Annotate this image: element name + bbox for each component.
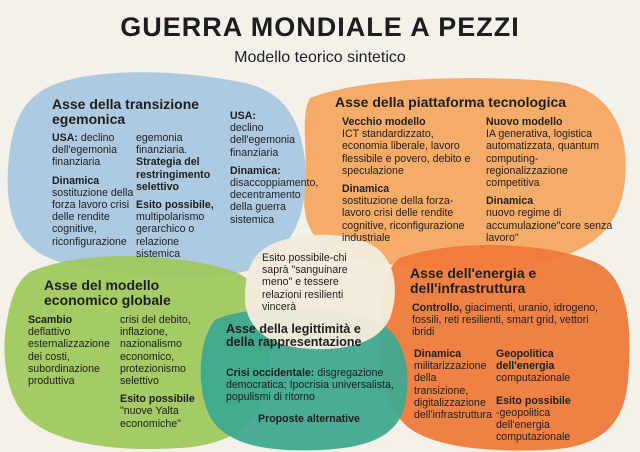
page-title: GUERRA MONDIALE A PEZZI (120, 12, 520, 42)
blue-col1 (52, 132, 134, 248)
orange-new-label: Nuovo modello (486, 116, 563, 128)
teal-crisi-label: Crisi occidentale: (226, 367, 315, 379)
blue-col3 (230, 110, 319, 226)
orange-old-dyn-label: Dinamica (342, 183, 390, 196)
green-esito-text: "nuove Yalta economiche" (120, 405, 181, 430)
orange-heading: Asse della piattaforma tecnologica (335, 94, 567, 110)
red-dynamics (414, 348, 490, 421)
blue-col3-usa-text: declino dell'egemonia finanziaria (230, 122, 296, 159)
blue-dyn-label: Dinamica (52, 174, 100, 187)
orange-old-dyn-text: sostituzione della forza-lavoro crisi delle rendite cognitive, riconfigurazione industriale (342, 195, 465, 244)
red-heading: Asse dell'energia e dell'infrastruttura (410, 265, 537, 296)
teal-crisi-text: disgregazione democratica; Ipocrisia universalista, populismi di ritorno (226, 367, 394, 404)
orange-old-label: Vecchio modello (342, 116, 426, 128)
red-ctrl-text: giacimenti, uranio, idrogeno, fossili, reti resilienti, smart grid, vettori ibridi (412, 302, 599, 339)
blue-heading: Asse della transizione egemonica (52, 96, 200, 127)
red-dyn-text: militarizzazione della transizione, digitalizzazione dell'infrastruttura (414, 360, 492, 422)
blue-esito-label: Esito possibile, (136, 199, 214, 212)
blue-usa-label: USA: (52, 132, 78, 144)
blue-col2-text1: egemonia finanziaria. (136, 132, 188, 157)
blue-esito-text: multipolarismo gerarchico o relazione sistemica (136, 211, 205, 260)
green-col2 (120, 314, 208, 430)
blue-dyn-text: sostituzione della forza lavoro crisi delle rendite cognitive, riconfigurazione (52, 186, 134, 248)
red-esito-label: Esito possibile (496, 394, 571, 407)
red-ctrl-label: Controllo, (412, 302, 463, 314)
blue-strat-label: Strategia del restringimento selettivo (136, 156, 211, 193)
page-subtitle: Modello teorico sintetico (234, 49, 406, 66)
red-esito-text: -geopolitica dell'energia computazionale (496, 406, 571, 444)
red-control (412, 302, 608, 339)
green-col1 (28, 314, 110, 387)
blue-col2 (136, 132, 222, 260)
blue-usa-text: declino dell'egemonia finanziaria (52, 132, 118, 169)
green-esito-label: Esito possibile (120, 393, 195, 406)
green-col1-label: Scambio (28, 314, 73, 326)
teal-footer: Proposte alternative (258, 413, 360, 425)
green-col2-text: crisi del debito, inflazione, nazionalismo economico, protezionismo selettivo (120, 314, 191, 388)
center-outcome: Esito possibile-chi saprà "sanguinare meno" e tessere relazioni resilienti vincerà (262, 252, 348, 313)
red-geo-text: computazionale (496, 372, 571, 385)
red-dyn-label: Dinamica (414, 348, 462, 360)
orange-new-model (486, 116, 614, 244)
red-geopolitics (496, 348, 596, 443)
green-col1-text: deflattivo esternalizzazione dei costi, subordinazione produttiva (28, 326, 110, 388)
teal-crisis (226, 367, 404, 404)
orange-old-model (342, 116, 472, 244)
blue-col3-dyn-text: disaccoppiamento, decentramento della guerra sistemica (230, 177, 319, 226)
blue-col3-dyn-label: Dinamica: (230, 164, 281, 177)
green-heading: Asse del modello economico globale (44, 277, 171, 308)
orange-old-text: ICT standardizzato, economia liberale, lavoro flessibile e povero, debito e speculazione (342, 128, 471, 177)
orange-new-dyn-text: nuovo regime di accumulazione"core senza lavoro" (486, 207, 613, 244)
orange-new-text: IA generativa, logistica automatizzata, quantum computing-regionalizzazione competitiva (486, 128, 600, 190)
orange-new-dyn-label: Dinamica (486, 195, 534, 208)
red-geo-label: Geopolitica dell'energia (496, 348, 555, 373)
teal-heading: Asse della legittimità e della rappresentazione (226, 322, 362, 349)
blue-col3-usa-label: USA: (230, 110, 256, 122)
